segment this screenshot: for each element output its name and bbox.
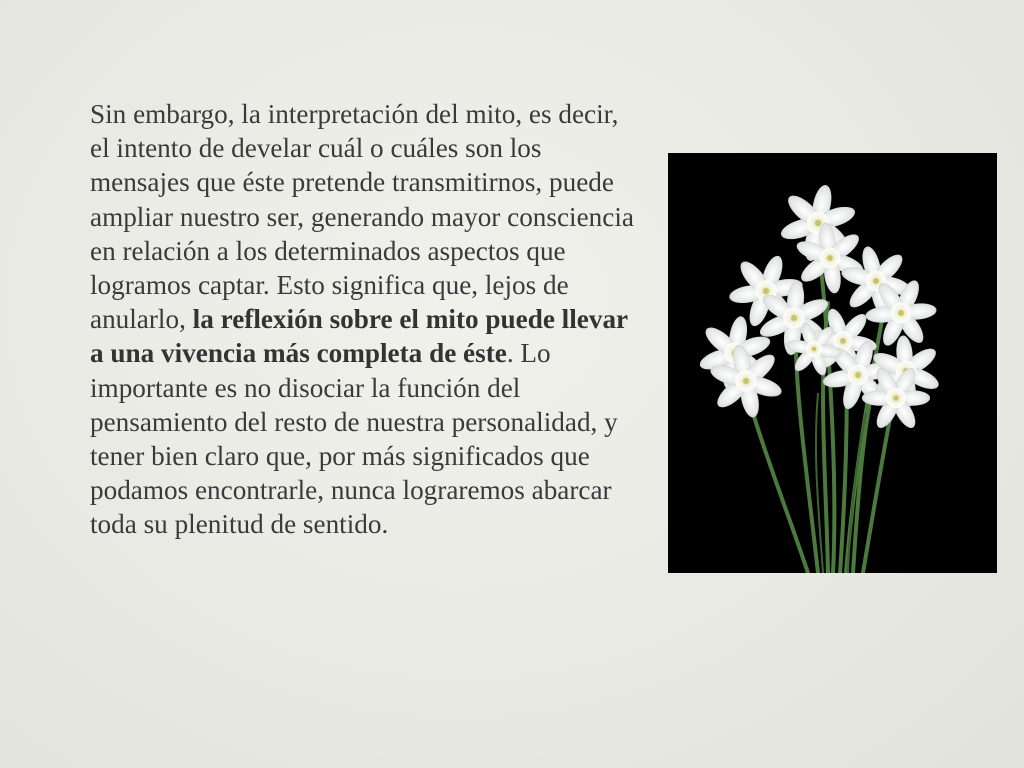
paragraph-text-end: . Lo importante es no disociar la función del pensamiento del resto de nuestra personalidad, y tener bien claro que, por más significados que podamos encontrarle, nunca lograremos abarcar toda su plenitud de sentido. <box>90 338 618 540</box>
flower-photo <box>668 153 997 573</box>
paragraph-text-start: Sin embargo, la interpretación del mito, es decir, el intento de develar cuál o cuáles son los mensajes que éste pretende transmitirnos, puede ampliar nuestro ser, generando mayor consciencia en relación a los determinados aspectos que logramos captar. Esto significa que, lejos de anularlo, <box>90 99 634 335</box>
body-paragraph <box>90 97 635 542</box>
narcissus-flowers-icon <box>668 153 997 573</box>
paragraph-text-bold: la reflexión sobre el mito puede llevar a una vivencia más completa de éste <box>90 304 628 369</box>
